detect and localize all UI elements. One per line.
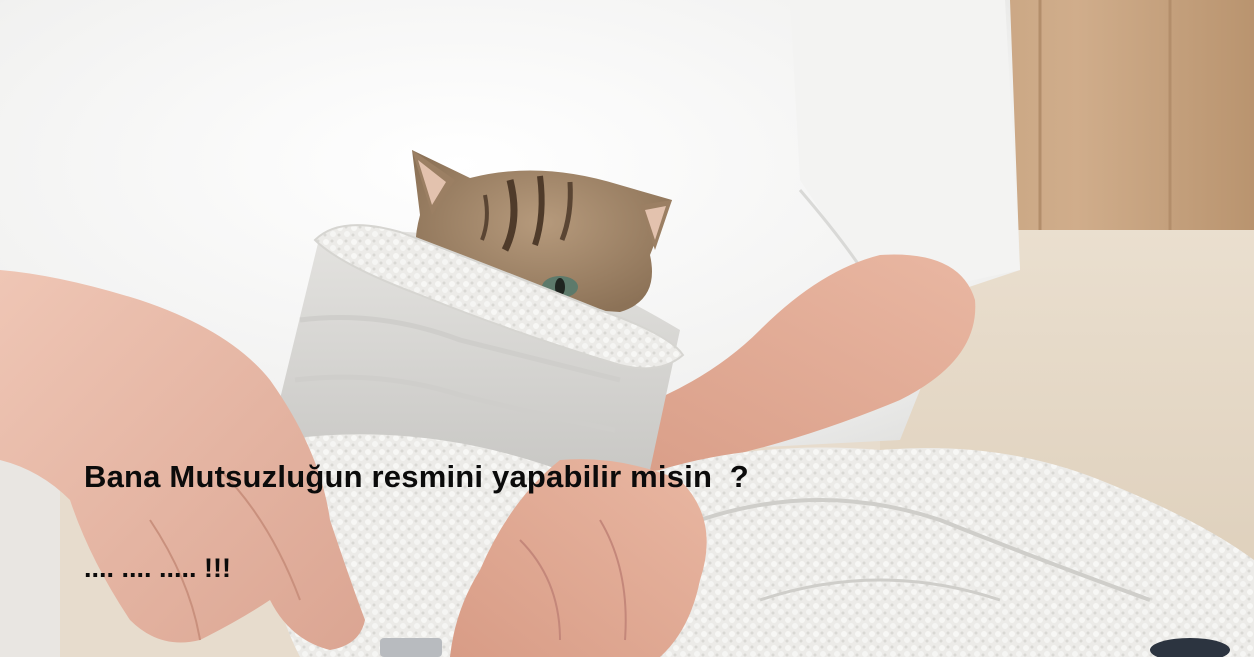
clipper-tool	[380, 638, 442, 657]
caption-question: Bana Mutsuzluğun resmini yapabilir misin ?	[84, 459, 749, 494]
caption-answer: .... .... ..... !!!	[84, 553, 231, 583]
